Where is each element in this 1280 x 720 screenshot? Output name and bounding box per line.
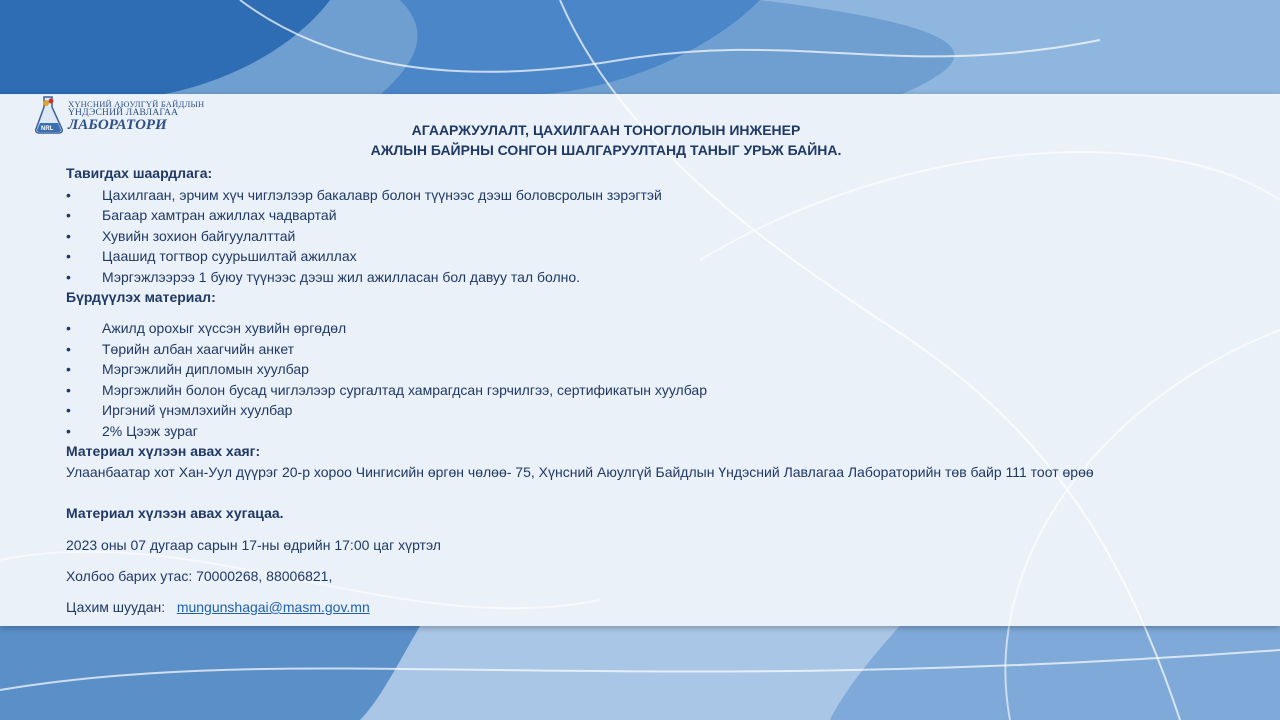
title-line-1: АГААРЖУУЛАЛТ, ЦАХИЛГААН ТОНОГЛОЛЫН ИНЖЕНЕР [411,122,801,138]
email-link[interactable]: mungunshagai@masm.gov.mn [176,599,370,615]
deadline-text: 2023 оны 07 дугаар сарын 17-ны өдрийн 17:00 цаг хүртэл [66,537,441,553]
logo-line-1: ХҮНСНИЙ АЮУЛГҮЙ БАЙДЛЫН [68,99,205,109]
material-item: Мэргэжлийн болон бусад чиглэлээр сургалтад хамрагдсан гэрчилгээ, сертификатын хуулбар [102,382,707,398]
bullet-marker: • [66,207,71,223]
address-text: Улаанбаатар хот Хан-Уул дүүрэг 20-р хороо Чингисийн өргөн чөлөө- 75, Хүнсний Аюулгүй Байдлын Үндэсний Лавлагаа Лабораторийн төв байр 111 тоот өрөө [66,464,1094,480]
requirement-item: Цахилгаан, эрчим хүч чиглэлээр бакалавр болон түүнээс дээш боловсролын зэрэгтэй [102,187,662,203]
requirement-item: Хувийн зохион байгуулалттай [102,228,296,244]
material-item: Төрийн албан хаагчийн анкет [102,341,295,357]
email-label: Цахим шуудан: [66,599,166,615]
bullet-marker: • [66,187,71,203]
materials-heading: Бүрдүүлэх материал: [66,289,216,305]
bullet-marker: • [66,382,71,398]
bullet-marker: • [66,423,71,439]
material-item: Мэргэжлийн дипломын хуулбар [102,361,309,377]
bullet-marker: • [66,248,71,264]
material-item: Ажилд орохыг хүссэн хувийн өргөдөл [102,320,347,336]
bullet-marker: • [66,320,71,336]
bullet-marker: • [66,341,71,357]
title-line-2: АЖЛЫН БАЙРНЫ СОНГОН ШАЛГАРУУЛТАНД ТАНЫГ УРЬЖ БАЙНА. [370,142,842,158]
logo-line-2: ҮНДЭСНИЙ ЛАВЛАГАА [68,108,179,118]
phone-text: Холбоо барих утас: 70000268, 88006821, [66,568,333,584]
requirement-item: Мэргэжлээрээ 1 буюу түүнээс дээш жил ажилласан бол давуу тал болно. [102,269,581,285]
address-heading: Материал хүлээн авах хаяг: [66,443,261,459]
requirement-item: Цаашид тогтвор суурьшилтай ажиллах [102,248,357,264]
bullet-marker: • [66,361,71,377]
requirement-item: Багаар хамтран ажиллах чадвартай [102,207,337,223]
bullet-marker: • [66,402,71,418]
bullet-marker: • [66,228,71,244]
logo-line-3: ЛАБОРАТОРИ [68,117,167,133]
deadline-heading: Материал хүлээн авах хугацаа. [66,505,284,521]
bullet-marker: • [66,269,71,285]
email-line [66,599,370,615]
material-item: Иргэний үнэмлэхийн хуулбар [102,402,293,418]
logo-badge: NRL [41,126,54,132]
requirements-heading: Тавигдах шаардлага: [66,165,213,181]
material-item: 2% Цээж зураг [102,423,198,439]
